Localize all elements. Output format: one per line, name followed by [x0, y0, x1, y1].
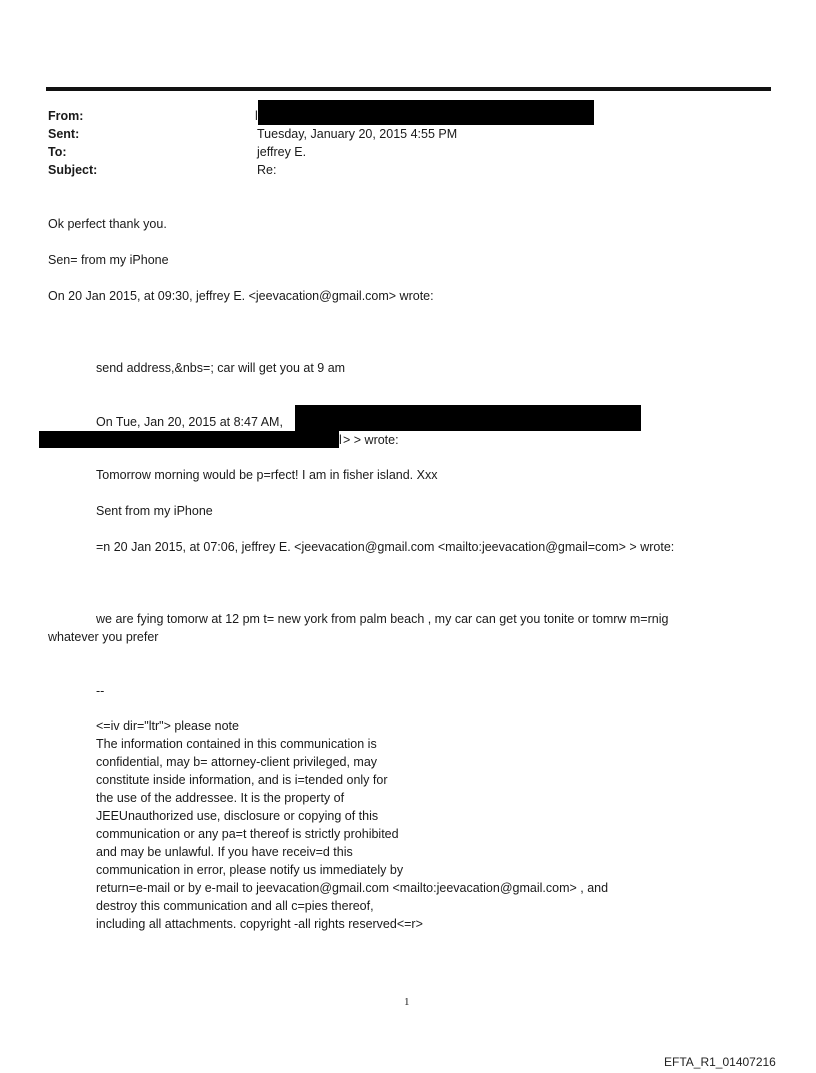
signature-separator: -- — [96, 684, 105, 698]
quote-line-1: send address,&nbs=; car will get you at 9 am — [96, 361, 346, 375]
quote-line-6a: we are fying tomorw at 12 pm t= new york from palm beach , my car can get you tonite or tomrw m=rnig — [96, 612, 669, 626]
sig-line-11: destroy this communication and all c=pies thereof, — [96, 899, 374, 913]
sig-line-5: the use of the addressee. It is the property of — [96, 791, 345, 805]
sig-line-12: including all attachments. copyright -all rights reserved<=r> — [96, 917, 423, 931]
body-line-3: On 20 Jan 2015, at 09:30, jeffrey E. <jeevacation@gmail.com> wrote: — [48, 289, 434, 303]
quote-line-6b: whatever you prefer — [48, 630, 159, 644]
sig-line-3: confidential, may b= attorney-client privileged, may — [96, 755, 378, 769]
from-value-fragment-left: l — [255, 109, 258, 123]
sig-line-4: constitute inside information, and is i=tended only for — [96, 773, 388, 787]
quote-line-2-fragment: l — [339, 433, 342, 447]
sig-line-8: and may be unlawful. If you have receiv=d this — [96, 845, 353, 859]
to-label: To: — [48, 145, 67, 159]
subject-label: Subject: — [48, 163, 98, 177]
sig-line-2: The information contained in this communication is — [96, 737, 377, 751]
quote-line-2-end: > > wrote: — [343, 433, 399, 447]
quote-line-5: =n 20 Jan 2015, at 07:06, jeffrey E. <jeevacation@gmail.com <mailto:jeevacation@gmail=com> > wrote: — [96, 540, 675, 554]
body-line-1: Ok perfect thank you. — [48, 217, 167, 231]
sig-line-1: <=iv dir="ltr"> please note — [96, 719, 239, 733]
sig-line-10: return=e-mail or by e-mail to jeevacation@gmail.com <mailto:jeevacation@gmail.com> , and — [96, 881, 609, 895]
to-value: jeffrey E. — [257, 145, 307, 159]
body-line-2: Sen= from my iPhone — [48, 253, 169, 267]
document-id: EFTA_R1_01407216 — [664, 1055, 776, 1069]
quote-line-2-start: On Tue, Jan 20, 2015 at 8:47 AM, — [96, 415, 283, 429]
page-number: 1 — [404, 996, 410, 1008]
from-label: From: — [48, 109, 84, 123]
quote-line-4: Sent from my iPhone — [96, 504, 213, 518]
quote-line-3: Tomorrow morning would be p=rfect! I am in fisher island. Xxx — [96, 468, 438, 482]
redaction-quote-2 — [39, 431, 339, 448]
redaction-from — [258, 100, 594, 125]
sig-line-7: communication or any pa=t thereof is strictly prohibited — [96, 827, 399, 841]
sig-line-6: JEEUnauthorized use, disclosure or copying of this — [96, 809, 379, 823]
redaction-quote-1 — [295, 405, 641, 431]
sent-label: Sent: — [48, 127, 80, 141]
header-rule — [46, 87, 771, 91]
sent-value: Tuesday, January 20, 2015 4:55 PM — [257, 127, 458, 141]
sig-line-9: communication in error, please notify us immediately by — [96, 863, 404, 877]
subject-value: Re: — [257, 163, 277, 177]
